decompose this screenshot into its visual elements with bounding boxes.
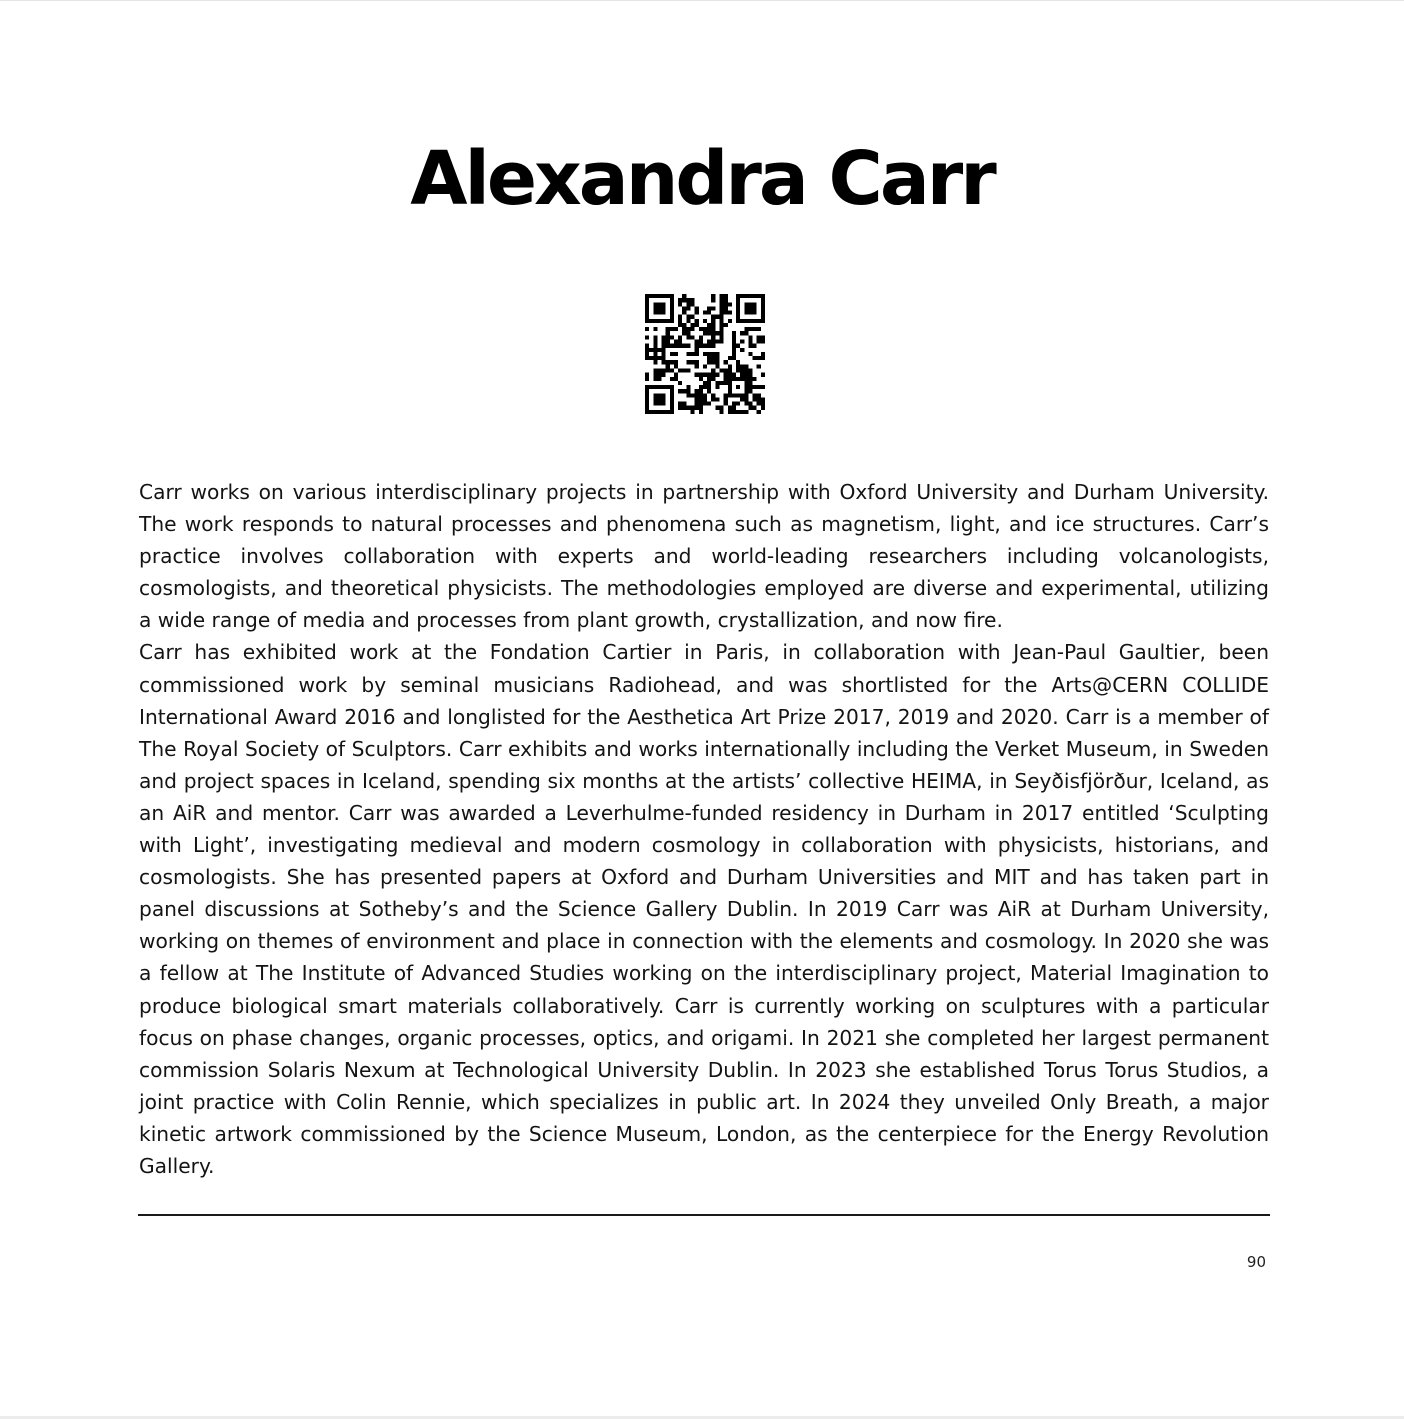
biography — [139, 476, 1269, 1182]
qr-code-icon — [645, 294, 765, 414]
qr-modules — [645, 294, 765, 414]
biography-paragraph-1: Carr works on various interdisciplinary projects in partnership with Oxford University and Durham University. The work responds to natural processes and phenomena such as magnetism, light, and ice structures. Carr’s practice involves collaboration with experts and world-leading researchers including volcanologists, cosmologists, and theoretical physicists. The methodologies employed are diverse and experimental, utilizing a wide range of media and processes from plant growth, crystallization, and now fire. — [139, 480, 1269, 633]
page-title: Alexandra Carr — [410, 136, 994, 222]
page-number: 90 — [1246, 1253, 1266, 1271]
biography-paragraph-2: Carr has exhibited work at the Fondation Cartier in Paris, in collaboration with Jean-Paul Gaultier, been commissioned work by seminal musicians Radiohead, and was shortlisted for the Arts@CERN COLLIDE International Award 2016 and longlisted for the Aesthetica Art Prize 2017, 2019 and 2020. Carr is a member of The Royal Society of Sculptors. Carr exhibits and works internationally including the Verket Museum, in Sweden and project spaces in Iceland, spending six months at the artists’ collective HEIMA, in Seyðisfjörður, Iceland, as an AiR and mentor. Carr was awarded a Leverhulme-funded residency in Durham in 2017 entitled ‘Sculpting with Light’, investigating medieval and modern cosmology in collaboration with physicists, historians, and cosmologists. She has presented papers at Oxford and Durham Universities and MIT and has taken part in panel discussions at Sotheby’s and the Science Gallery Dublin. In 2019 Carr was AiR at Durham University, working on themes of environment and place in connection with the elements and cosmology. In 2020 she was a fellow at The Institute of Advanced Studies working on the interdisciplinary project, Material Imagination to produce biological smart materials collaboratively. Carr is currently working on sculptures with a particular focus on phase changes, organic processes, optics, and origami. In 2021 she completed her largest permanent commission Solaris Nexum at Technological University Dublin. In 2023 she established Torus Torus Studios, a joint practice with Colin Rennie, which specializes in public art. In 2024 they unveiled Only Breath, a major kinetic artwork commissioned by the Science Museum, London, as the centerpiece for the Energy Revolution Gallery. — [139, 640, 1269, 1178]
footer-divider — [138, 1214, 1270, 1216]
